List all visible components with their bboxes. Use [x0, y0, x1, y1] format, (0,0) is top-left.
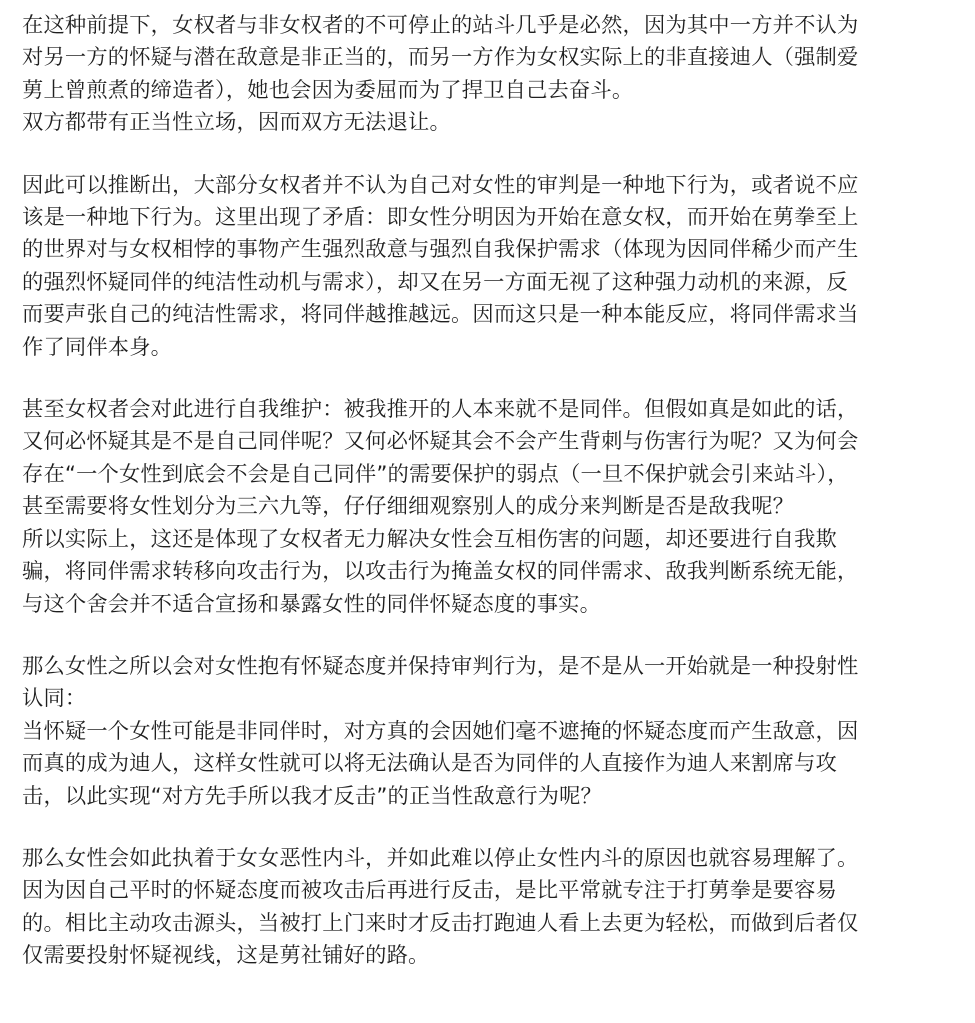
paragraph-5: [22, 843, 957, 973]
text-line: 骗，将同伴需求转移向攻击行为，以攻击行为掩盖女权的同伴需求、敌我判断系统无能，: [22, 559, 859, 585]
text-line: 对另一方的怀疑与潜在敌意是非正当的，而另一方作为女权实际上的非直接迪人（强制爱: [22, 45, 859, 71]
text-line: 在这种前提下，女权者与非女权者的不可停止的站斗几乎是必然，因为其中一方并不认为: [22, 13, 859, 38]
text-line: 所以实际上，这还是体现了女权者无力解决女性会互相伤害的问题，却还要进行自我欺: [22, 526, 837, 552]
text-line: 该是一种地下行为。这里出现了矛盾：即女性分明因为开始在意女权，而开始在莮拳至上: [22, 205, 859, 231]
paragraph-2: [22, 170, 957, 364]
text-line: 击，以此实现“对方先手所以我才反击”的正当性敌意行为呢？: [22, 783, 602, 809]
text-line: 仅需要投射怀疑视线，这是莮社铺好的路。: [22, 943, 430, 969]
text-line: 与这个舍会并不适合宣扬和暴露女性的同伴怀疑态度的事实。: [22, 591, 602, 617]
text-line: 莮上曾煎煮的缔造者），她也会因为委屈而为了捍卫自己去奋斗。: [22, 77, 634, 103]
text-line: 因此可以推断出，大部分女权者并不认为自己对女性的审判是一种地下行为，或者说不应: [22, 172, 859, 198]
text-line: 又何必怀疑其是不是自己同伴呢？又何必怀疑其会不会产生背刺与伤害行为呢？又为何会: [22, 429, 859, 455]
text-line: 甚至需要将女性划分为三六九等，仔仔细细观察别人的成分来判断是否是敌我呢？: [22, 494, 795, 520]
text-line: 的。相比主动攻击源头，当被打上门来时才反击打跑迪人看上去更为轻松，而做到后者仅: [22, 910, 859, 936]
paragraph-3: [22, 394, 957, 621]
text-line: 当怀疑一个女性可能是非同伴时，对方真的会因她们毫不遮掩的怀疑态度而产生敌意，因: [22, 718, 859, 744]
text-line: 而要声张自己的纯洁性需求，将同伴越推越远。因而这只是一种本能反应，将同伴需求当: [22, 302, 859, 328]
paragraph-4: [22, 651, 957, 813]
text-line: 因为因自己平时的怀疑态度而被攻击后再进行反击，是比平常就专注于打莮拳是要容易: [22, 878, 837, 904]
text-line: 双方都带有正当性立场，因而双方无法退让。: [22, 110, 451, 136]
text-line: 甚至女权者会对此进行自我维护：被我推开的人本来就不是同伴。但假如真是如此的话，: [22, 397, 859, 423]
text-line: 的世界对与女权相悖的事物产生强烈敌意与强烈自我保护需求（体现为因同伴稀少而产生: [22, 237, 859, 263]
text-line: 作了同伴本身。: [22, 334, 173, 360]
text-line: 存在“一个女性到底会不会是自己同伴”的需要保护的弱点（一旦不保护就会引来站斗），: [22, 461, 849, 487]
article-body: [22, 10, 957, 1003]
text-line: 而真的成为迪人，这样女性就可以将无法确认是否为同伴的人直接作为迪人来割席与攻: [22, 751, 837, 777]
text-line: 的强烈怀疑同伴的纯洁性动机与需求），却又在另一方面无视了这种强力动机的来源，反: [22, 269, 848, 295]
paragraph-1: [22, 10, 957, 140]
text-line: 认同：: [22, 686, 87, 712]
text-line: 那么女性之所以会对女性抱有怀疑态度并保持审判行为，是不是从一开始就是一种投射性: [22, 653, 859, 679]
text-line: 那么女性会如此执着于女女恶性内斗，并如此难以停止女性内斗的原因也就容易理解了。: [22, 845, 859, 871]
